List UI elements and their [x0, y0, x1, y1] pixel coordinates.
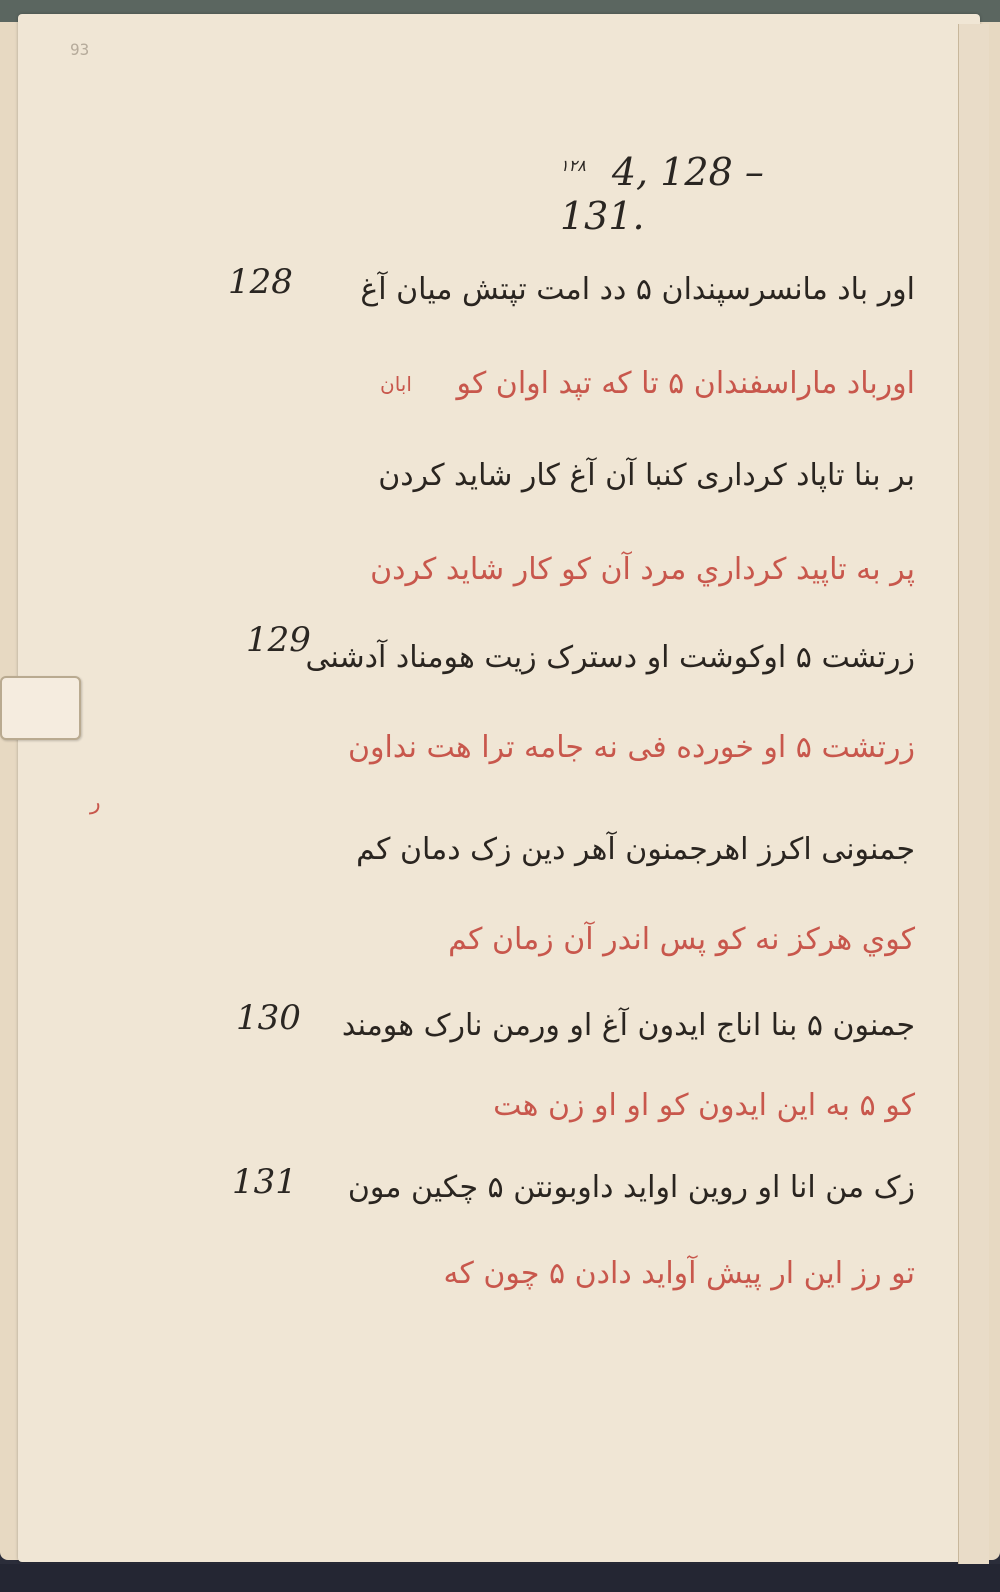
text-line-black: اور باد مانسرسپندان ۵ دد امت تپتش میان آغ [360, 272, 915, 307]
text-line-red: اورباد ماراسفندان ۵ تا که تپد اوان کو [456, 366, 915, 401]
pencil-page-number: 93 [70, 40, 90, 59]
text-line-black: زک من انا او روین اواید داوبونتن ۵ چکین مون [347, 1170, 915, 1205]
scan-background [0, 1564, 1000, 1592]
text-line-red: کو ۵ به این ایدون کو او او زن هت [493, 1088, 915, 1123]
verse-number-128: 128 [228, 262, 293, 302]
text-line-black: جمنونی اکرز اهرجمنون آهر دین زک دمان کم [356, 832, 915, 867]
header-ref-text: 4, 128 – 131. [560, 150, 764, 238]
page-header-reference [560, 150, 860, 238]
text-line-red: کوي هرکز نه کو پس اندر آن زمان کم [448, 922, 915, 957]
adjacent-page-edge [958, 24, 989, 1564]
manuscript-sheet [18, 14, 980, 1562]
header-arabic-numeral: ١٢٨ [560, 156, 586, 176]
margin-red-mark: ر [90, 790, 101, 815]
interlinear-gloss: ابان [380, 372, 412, 396]
verse-number-129: 129 [246, 620, 311, 660]
text-line-black: زرتشت ۵ اوکوشت او دسترک زیت هومناد آدشنی [305, 640, 915, 675]
text-line-red: پر به تاپید کرداري مرد آن کو کار شاید کردن [370, 552, 915, 587]
text-line-red: زرتشت ۵ او خورده فی نه جامه ترا هت نداون [347, 730, 915, 765]
text-line-black: بر بنا تاپاد کرداری کنبا آن آغ کار شاید کردن [378, 458, 915, 493]
text-line-black: جمنون ۵ بنا اناج ایدون آغ او ورمن نارک هومند [341, 1008, 915, 1043]
text-line-red: تو رز این ار پیش آواید دادن ۵ چون که [443, 1256, 915, 1291]
verse-number-131: 131 [232, 1162, 297, 1202]
page-clip [0, 676, 81, 740]
verse-number-130: 130 [236, 998, 301, 1038]
